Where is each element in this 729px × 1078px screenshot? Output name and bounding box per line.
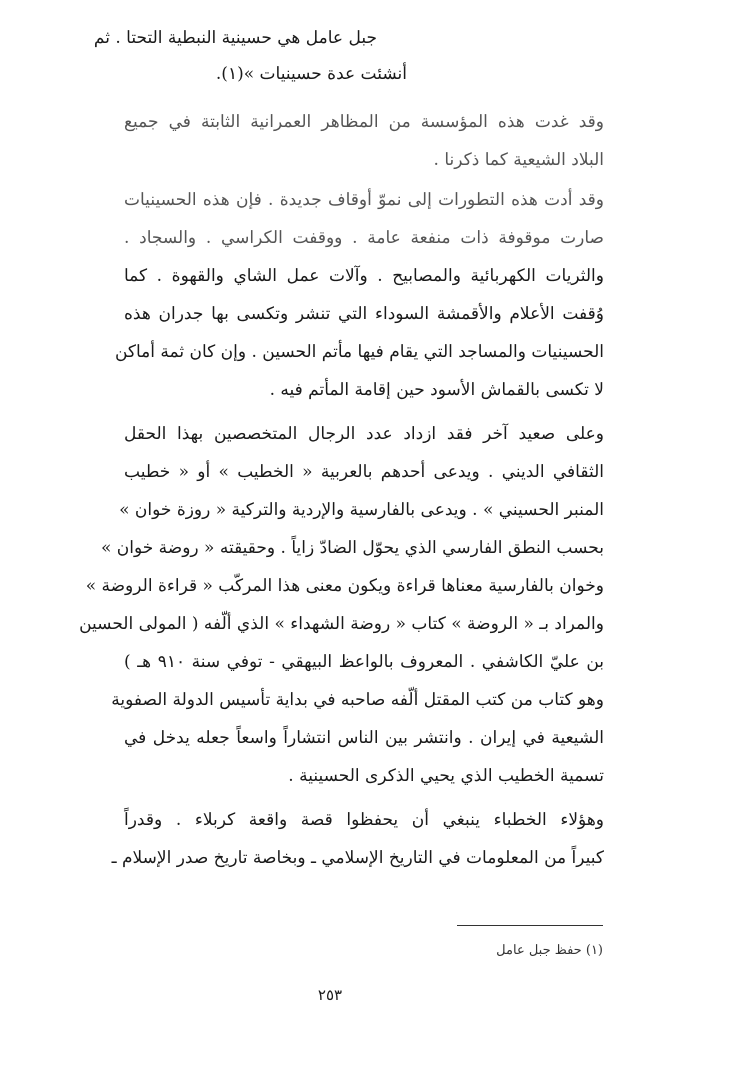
text-line-17: بن عليّ الكاشفي . المعروف بالواعظ البيهقي - توفي سنة ٩١٠ هـ ) (124, 652, 605, 672)
text-line-8: وُقفت الأعلام والأقمشة السوداء التي تنشر وتكسى بها جدران هذه (124, 304, 604, 324)
text-line-7: والثريات الكهربائية والمصابيح . وآلات عمل الشاي والقهوة . كما (124, 266, 604, 286)
text-line-14: بحسب النطق الفارسي الذي يحوّل الضادّ زاياً . وحقيقته « روضة خوان » (100, 538, 604, 558)
text-line-4: البلاد الشيعية كما ذكرنا . (433, 150, 604, 170)
text-line-19: الشيعية في إيران . وانتشر بين الناس انتشاراً واسعاً جعله يدخل في (124, 728, 604, 748)
text-line-9: الحسينيات والمساجد التي يقام فيها مأتم الحسين . وإن كان ثمة أماكن (114, 342, 604, 362)
text-line-2: أنشئت عدة حسينيات »(١). (215, 64, 407, 84)
text-line-3: وقد غدت هذه المؤسسة من المظاهر العمرانية الثابتة في جميع (124, 112, 604, 132)
text-line-13: المنبر الحسيني » . ويدعى بالفارسية والإردية والتركية « روزة خوان » (119, 500, 604, 520)
text-line-16: والمراد بـ « الروضة » كتاب « روضة الشهداء » الذي ألّفه ( المولى الحسين (79, 614, 604, 634)
text-line-18: وهو كتاب من كتب المقتل ألّفه صاحبه في بداية تأسيس الدولة الصفوية (111, 690, 604, 710)
footnote-divider (457, 925, 603, 926)
page-number: ٢٥٣ (317, 986, 343, 1004)
text-line-10: لا تكسى بالقماش الأسود حين إقامة المأتم فيه . (269, 380, 604, 400)
footnote: (١) حفظ جبل عامل (496, 943, 603, 958)
text-line-12: الثقافي الديني . ويدعى أحدهم بالعربية « الخطيب » أو « خطيب (124, 462, 604, 482)
text-line-11: وعلى صعيد آخر فقد ازداد عدد الرجال المتخصصين بهذا الحقل (124, 424, 604, 444)
text-line-5: وقد أدت هذه التطورات إلى نموّ أوقاف جديدة . فإن هذه الحسينيات (124, 190, 604, 210)
text-line-22: كبيراً من المعلومات في التاريخ الإسلامي ـ وبخاصة تاريخ صدر الإسلام ـ (111, 848, 604, 868)
text-line-20: تسمية الخطيب الذي يحيي الذكرى الحسينية . (288, 766, 604, 786)
text-line-6: صارت موقوفة ذات منفعة عامة . ووقفت الكراسي . والسجاد . (124, 228, 604, 248)
text-line-1: جبل عامل هي حسينية النبطية التحتا . ثم (93, 28, 377, 48)
text-line-15: وخوان بالفارسية معناها قراءة ويكون معنى هذا المركّب « قراءة الروضة » (85, 576, 604, 596)
text-line-21: وهؤلاء الخطباء ينبغي أن يحفظوا قصة واقعة كربلاء . وقدراً (124, 810, 604, 830)
